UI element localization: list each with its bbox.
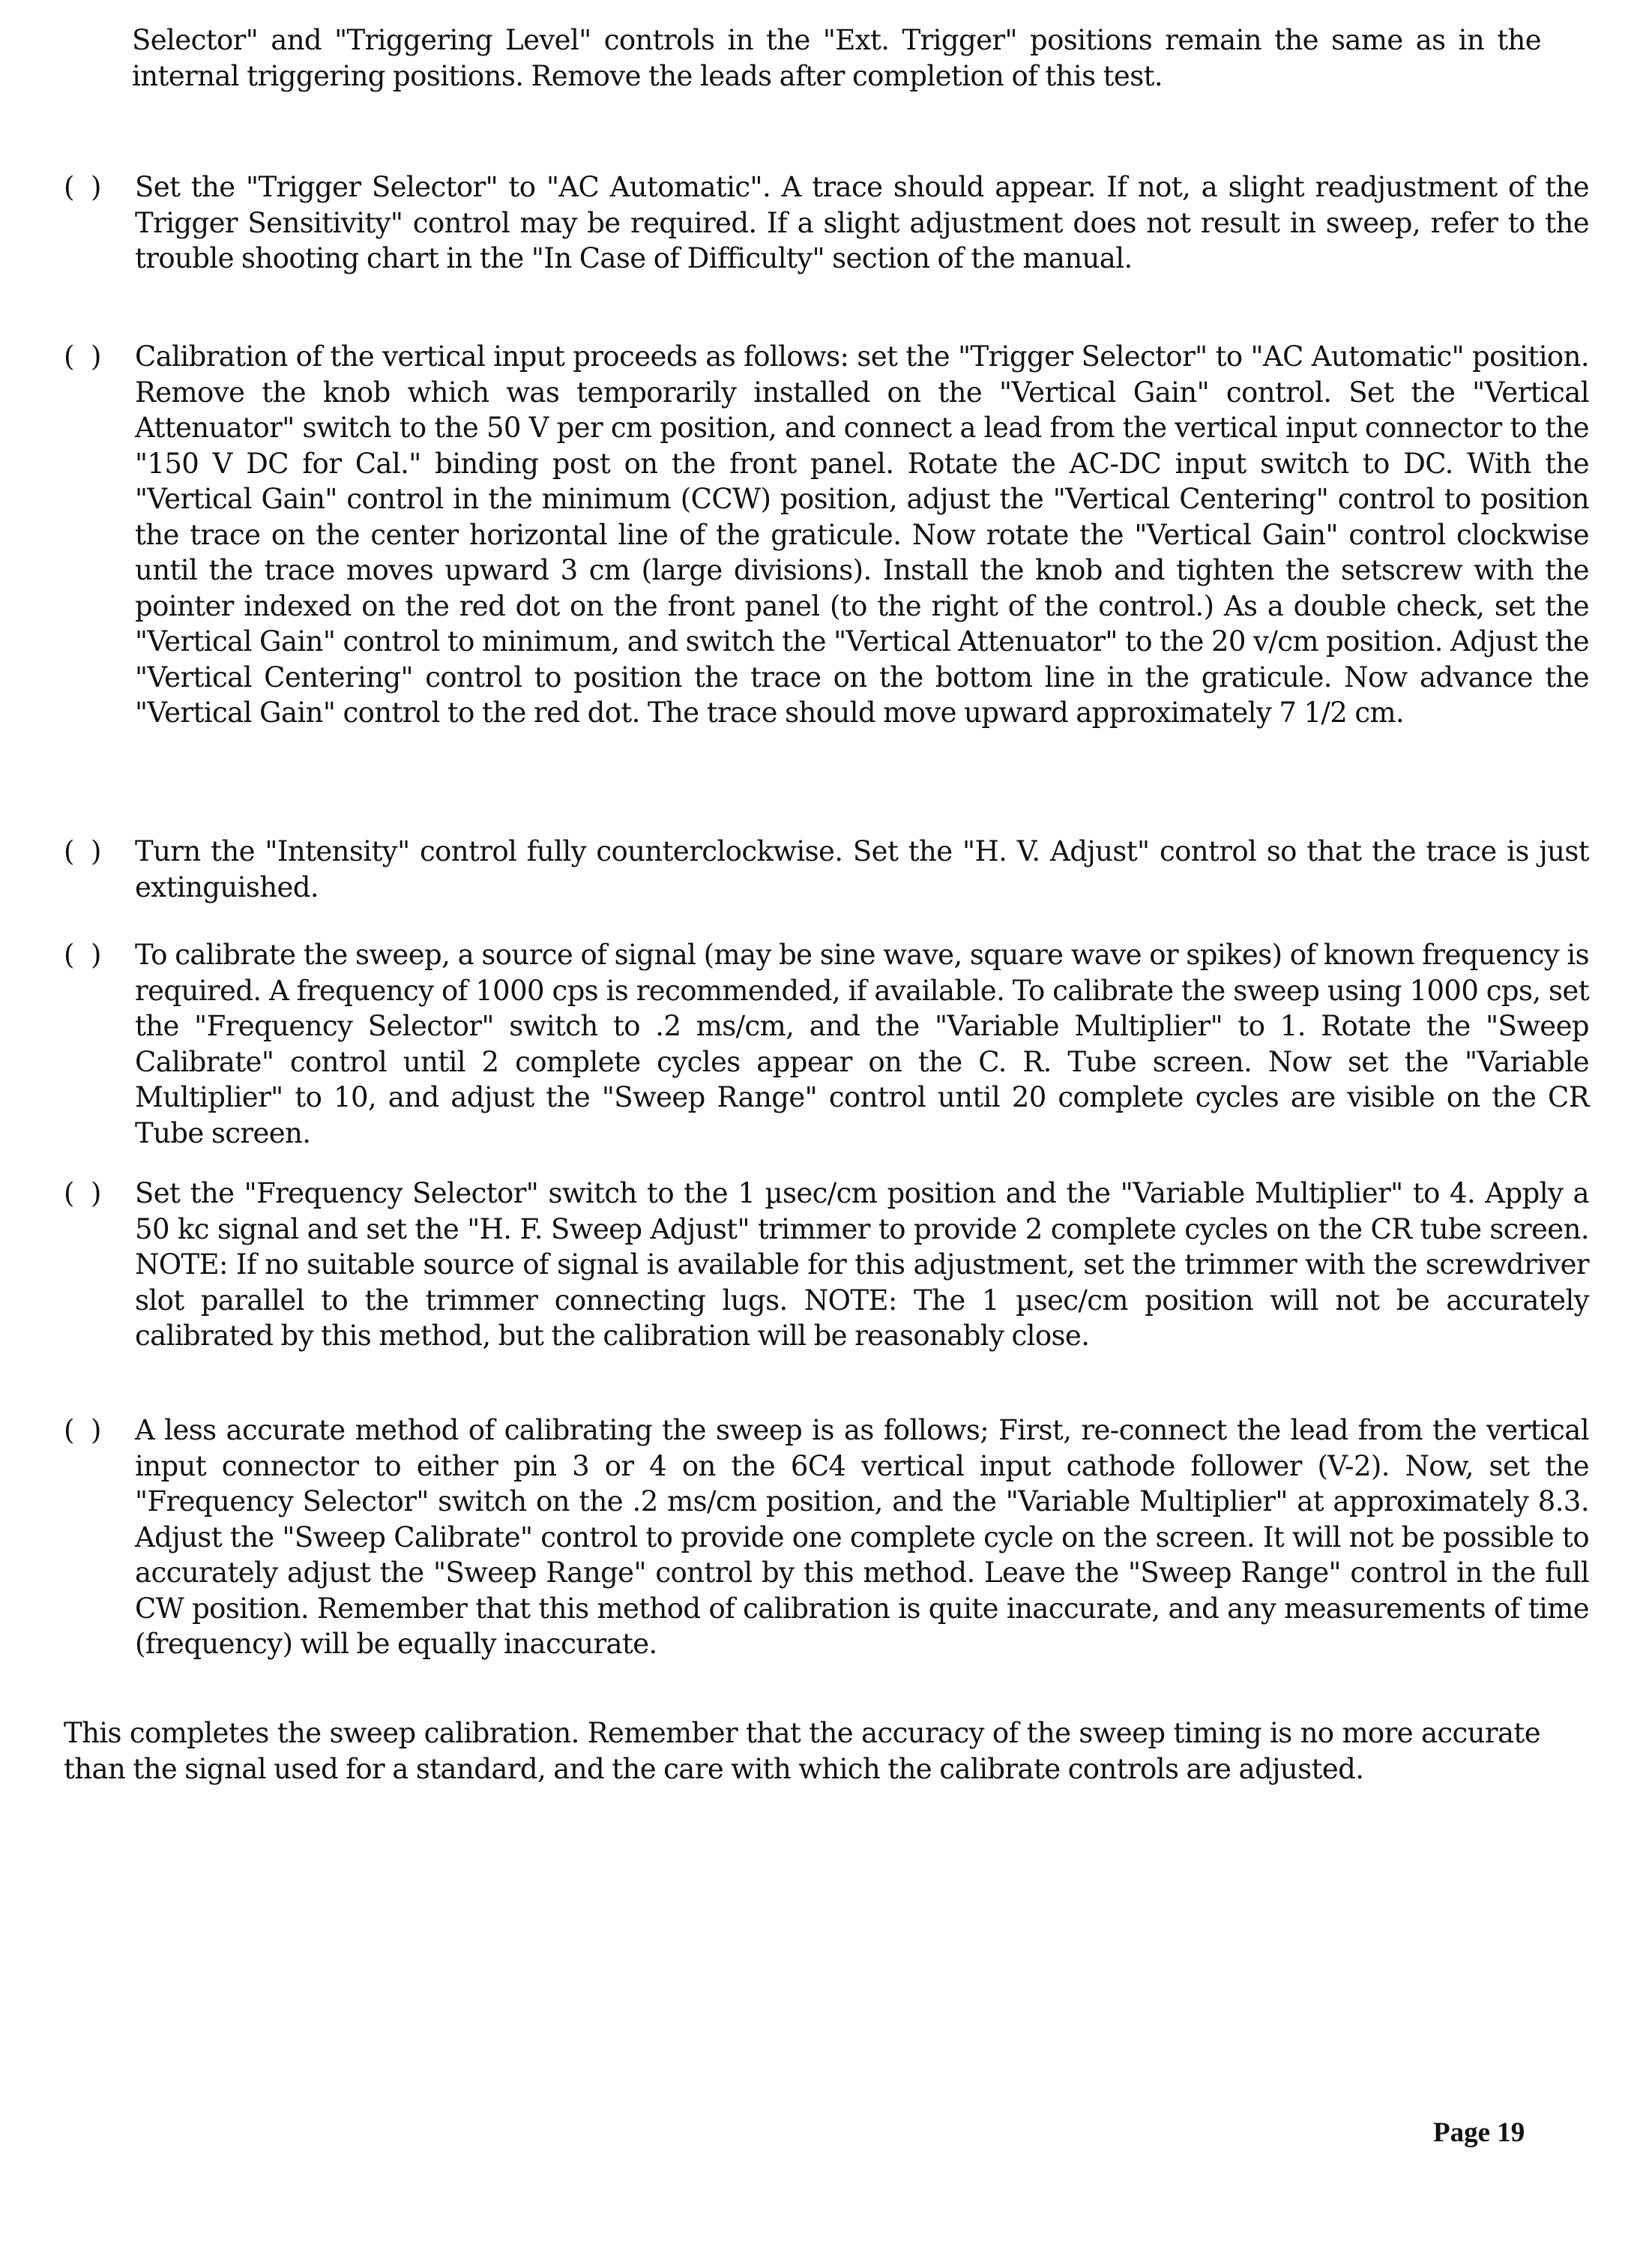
step-text: Set the "Frequency Selector" switch to the 1 µsec/cm position and the "Variable Multiplier" to 4. Apply a 50 kc signal and set the "H. F. Sweep Adjust" trimmer to provide 2 complete cycles on the CR tube screen. NOTE: If no suitable source of signal is available for this adjustment, set the trimmer with the screwdriver slot parallel to the trimmer connecting lugs. NOTE: The 1 µsec/cm position will not be accurately calibrated by this method, but the calibration will be reasonably close.	[135, 1177, 1589, 1352]
step-3	[64, 834, 1589, 905]
step-1	[64, 169, 1589, 277]
step-checkbox[interactable]: ( )	[64, 835, 102, 867]
step-checkbox[interactable]: ( )	[64, 171, 102, 203]
step-text: To calibrate the sweep, a source of signal (may be sine wave, square wave or spikes) of known frequency is required. A frequency of 1000 cps is recommended, if available. To calibrate the sweep using 1000 cps, set the "Frequency Selector" switch to .2 ms/cm, and the "Variable Multiplier" to 1. Rotate the "Sweep Calibrate" control until 2 complete cycles appear on the C. R. Tube screen. Now set the "Variable Multiplier" to 10, and adjust the "Sweep Range" control until 20 complete cycles are visible on the CR Tube screen.	[135, 939, 1589, 1149]
step-text: Set the "Trigger Selector" to "AC Automatic". A trace should appear. If not, a slight readjustment of the Trigger Sensitivity" control may be required. If a slight adjustment does not result in sweep, refer to the trouble shooting chart in the "In Case of Difficulty" section of the manual.	[135, 171, 1589, 274]
step-text: Turn the "Intensity" control fully counterclockwise. Set the "H. V. Adjust" control so that the trace is just extinguished.	[135, 835, 1589, 903]
continuation-paragraph: Selector" and "Triggering Level" controls in the "Ext. Trigger" positions remain the same as in the internal triggering positions. Remove the leads after completion of this test.	[132, 24, 1541, 92]
step-5	[64, 1176, 1589, 1354]
step-checkbox[interactable]: ( )	[64, 1177, 102, 1209]
closing-paragraph: This completes the sweep calibration. Remember that the accuracy of the sweep timing is no more accurate than the signal used for a standard, and the care with which the calibrate controls are adjusted.	[64, 1717, 1540, 1785]
step-text: Calibration of the vertical input proceeds as follows: set the "Trigger Selector" to "AC Automatic" position. Remove the knob which was temporarily installed on the "Vertical Gain" control. Set the "Vertical Attenuator" switch to the 50 V per cm position, and connect a lead from the vertical input connector to the "150 V DC for Cal." binding post on the front panel. Rotate the AC-DC input switch to DC. With the "Vertical Gain" control in the minimum (CCW) position, adjust the "Vertical Centering" control to position the trace on the center horizontal line of the graticule. Now rotate the "Vertical Gain" control clockwise until the trace moves upward 3 cm (large divisions). Install the knob and tighten the setscrew with the pointer indexed on the red dot on the front panel (to the right of the control.) As a double check, set the "Vertical Gain" control to minimum, and switch the "Vertical Attenuator" to the 20 v/cm position. Adjust the "Vertical Centering" control to position the trace on the bottom line in the graticule. Now advance the "Vertical Gain" control to the red dot. The trace should move upward approximately 7 1/2 cm.	[135, 340, 1590, 729]
step-checkbox[interactable]: ( )	[64, 340, 102, 373]
step-checkbox[interactable]: ( )	[64, 939, 102, 971]
step-6	[64, 1413, 1589, 1662]
step-4	[64, 937, 1589, 1151]
step-2	[64, 339, 1589, 731]
step-text: A less accurate method of calibrating the sweep is as follows; First, re-connect the lead from the vertical input connector to either pin 3 or 4 on the 6C4 vertical input cathode follower (V-2). Now, set the "Frequency Selector" switch on the .2 ms/cm position, and the "Variable Multiplier" at approximately 8.3. Adjust the "Sweep Calibrate" control to provide one complete cycle on the screen. It will not be possible to accurately adjust the "Sweep Range" control by this method. Leave the "Sweep Range" control in the full CW position. Remember that this method of calibration is quite inaccurate, and any measurements of time (frequency) will be equally inaccurate.	[135, 1414, 1589, 1660]
page-number: Page 19	[1433, 2117, 1525, 2148]
step-checkbox[interactable]: ( )	[64, 1414, 102, 1446]
